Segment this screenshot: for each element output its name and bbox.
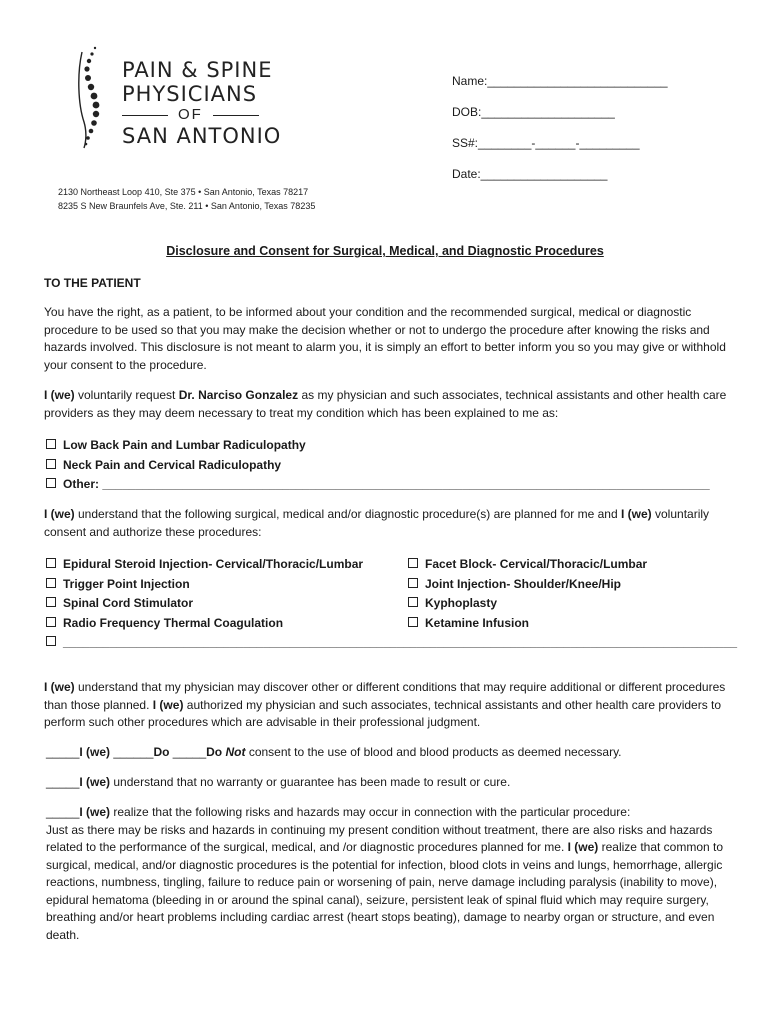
document-title: Disclosure and Consent for Surgical, Medical, and Diagnostic Procedures — [166, 244, 604, 258]
logo-line-2: PHYSICIANS — [122, 82, 258, 106]
logo-line-1: PAIN & SPINE — [122, 58, 273, 82]
checkbox-icon[interactable] — [408, 597, 418, 607]
patient-info-fields — [452, 66, 668, 190]
address-line: 8235 S New Braunfels Ave, Ste. 211 • San Antonio, Texas 78235 — [58, 201, 316, 211]
checkbox-icon[interactable] — [46, 478, 56, 488]
procedures-intro-paragraph: I (we) understand that the following surgical, medical and/or diagnostic procedure(s) are planned for me and I (we) voluntarily consent and authorize these procedures: — [44, 507, 710, 539]
risks-paragraph: _____I (we) realize that the following risks and hazards may occur in connection with the particular procedure: Just as there may be risks and hazards in continuing my present condition without treatment, there are also risks and hazards related to the performance of the surgical, medical, and /or diagnostic procedures planned for me. I (we) realize that common to surgical, medical, and/or diagnostic procedures is the potential for infection, blood clots in veins and lungs, hemorrhage, allergic reactions, numbness, tingling, failure to reduce pain or worsening of pain, nerve damage including paralysis (inability to move), epidural hematoma (bleeding in or around the spinal canal), seizure, persistent leak of spinal fluid which may require surgery, breathing and/or heart problems including cardiac arrest (heart stops beating), damage to nearby organ or structure, and even death. — [46, 805, 724, 942]
checkbox-icon[interactable] — [408, 617, 418, 627]
checkbox-icon[interactable] — [46, 578, 56, 588]
list-item: Kyphoplasty — [408, 594, 647, 614]
practice-addresses — [58, 185, 315, 213]
logo-line-4: SAN ANTONIO — [122, 124, 282, 148]
list-item: Low Back Pain and Lumbar Radiculopathy — [46, 436, 710, 456]
list-item: Neck Pain and Cervical Radiculopathy — [46, 456, 710, 476]
address-line: 2130 Northeast Loop 410, Ste 375 • San Antonio, Texas 78217 — [58, 187, 309, 197]
list-item: Ketamine Infusion — [408, 614, 647, 634]
other-conditions-paragraph: I (we) understand that my physician may discover other or different conditions that may require additional or different procedures than those planned. I (we) authorized my physician and such associates, technical assistants and other health care providers to perform such other procedures which are advisable in their professional judgment. — [44, 680, 726, 729]
practice-logo — [76, 44, 316, 152]
name-field[interactable]: Name:___________________________ — [452, 74, 668, 88]
checkbox-icon[interactable] — [408, 558, 418, 568]
list-item: Other: ___________________________________________________________________________________________ — [46, 475, 710, 495]
condition-checklist — [46, 436, 710, 495]
list-item: Radio Frequency Thermal Coagulation — [46, 614, 737, 634]
intro-paragraph: You have the right, as a patient, to be informed about your condition and the recommended surgical, medical or diagnostic procedure to be used so that you may make the decision whether or not to undergo the procedure after knowing the risks and hazards involved. This disclosure is not meant to alarm you, it is simply an effort to better inform you so you may give or withhold your consent to the procedure. — [44, 305, 726, 372]
procedure-checklist-right — [408, 555, 647, 633]
logo-wordmark — [122, 58, 312, 148]
list-item: _____________________________________________________________________________________________________ — [46, 633, 737, 653]
checkbox-icon[interactable] — [46, 459, 56, 469]
list-item: Facet Block- Cervical/Thoracic/Lumbar — [408, 555, 647, 575]
list-item: Spinal Cord Stimulator — [46, 594, 737, 614]
dob-field[interactable]: DOB:____________________ — [452, 105, 615, 119]
checkbox-icon[interactable] — [46, 439, 56, 449]
checkbox-icon[interactable] — [46, 597, 56, 607]
list-item: Trigger Point Injection — [46, 575, 737, 595]
blood-consent-line: _____I (we) ______Do _____Do Not consent to the use of blood and blood products as deemed necessary. — [46, 745, 622, 759]
logo-line-3: OF — [122, 106, 312, 124]
spine-logo-icon — [76, 44, 116, 152]
checkbox-icon[interactable] — [46, 617, 56, 627]
checkbox-icon[interactable] — [46, 558, 56, 568]
date-field[interactable]: Date:___________________ — [452, 167, 608, 181]
ssn-field[interactable]: SS#:________-______-_________ — [452, 136, 640, 150]
warranty-line: _____I (we) understand that no warranty or guarantee has been made to result or cure. — [46, 775, 511, 789]
section-heading: TO THE PATIENT — [44, 276, 141, 290]
list-item: Epidural Steroid Injection- Cervical/Thoracic/Lumbar — [46, 555, 737, 575]
list-item: Joint Injection- Shoulder/Knee/Hip — [408, 575, 647, 595]
checkbox-icon[interactable] — [408, 578, 418, 588]
request-paragraph: I (we) voluntarily request Dr. Narciso Gonzalez as my physician and such associates, technical assistants and other health care providers as they may deem necessary to treat my condition which has been explained to me as: — [44, 388, 727, 420]
checkbox-icon[interactable] — [46, 636, 56, 646]
